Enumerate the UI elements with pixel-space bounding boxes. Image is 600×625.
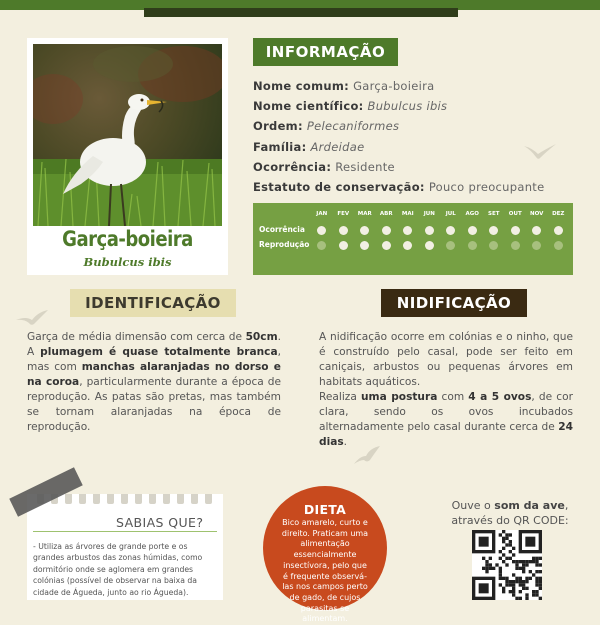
- text-run: Garça de média dimensão com cerca de: [27, 331, 246, 343]
- qr-module: [499, 583, 502, 586]
- text-run: , mas com: [27, 346, 281, 373]
- notepad-hole: [149, 494, 156, 504]
- info-value: Garça-boieira: [353, 79, 435, 93]
- qr-module: [515, 560, 518, 563]
- info-list: [253, 76, 583, 197]
- qr-module: [509, 533, 512, 536]
- qr-module: [519, 567, 522, 570]
- calendar-dot: [446, 226, 455, 235]
- qr-module: [522, 583, 525, 586]
- text-run: , de cor clara, sendo os ovos incubados alternadamente pelo casal durante cerca de: [319, 391, 573, 433]
- qr-module: [535, 557, 538, 560]
- qr-module: [515, 577, 518, 580]
- qr-module: [525, 577, 528, 580]
- qr-module: [535, 590, 538, 593]
- qr-module: [529, 560, 532, 563]
- qr-module: [502, 560, 505, 563]
- qr-module: [499, 570, 502, 573]
- species-photo-card: [27, 38, 228, 275]
- qr-module: [532, 560, 535, 563]
- calendar-dot: [446, 241, 455, 250]
- qr-module: [539, 583, 542, 586]
- qr-module: [522, 580, 525, 583]
- qr-code-graphic: [472, 530, 542, 600]
- qr-module: [509, 550, 512, 553]
- notepad-hole: [163, 494, 170, 504]
- calendar-month-mai: MAI: [401, 211, 414, 217]
- qr-module: [539, 577, 542, 580]
- qr-module: [519, 560, 522, 563]
- qr-module: [532, 593, 535, 596]
- calendar-month-nov: NOV: [530, 211, 544, 217]
- qr-module: [502, 547, 505, 550]
- nesting-paragraph-1: A nidificação ocorre em colónias e o ninho, que é construído pelo casal, pode ser feito em caniçais, arbustos ou pequenas árvores em habitats aquáticos.: [319, 331, 573, 388]
- info-label: Nome comum:: [253, 79, 350, 93]
- diet-circle: [263, 486, 387, 624]
- qr-module: [525, 580, 528, 583]
- qr-module: [505, 537, 508, 540]
- calendar-month-jan: JAN: [316, 211, 328, 217]
- qr-module: [502, 530, 505, 533]
- calendar-dot: [511, 226, 520, 235]
- qr-module: [502, 537, 505, 540]
- qr-module: [512, 580, 515, 583]
- calendar-month-dez: DEZ: [552, 211, 565, 217]
- qr-module: [535, 560, 538, 563]
- text-run: Realiza: [319, 391, 361, 403]
- calendar-dot: [403, 241, 412, 250]
- calendar-dot: [468, 241, 477, 250]
- text-run: , particularmente durante a época de reprodução. As patas são pretas, mas também se tornam alaranjadas na época de reprodução.: [27, 376, 282, 433]
- qr-module: [499, 573, 502, 576]
- calendar-dot: [554, 226, 563, 235]
- info-label: Nome científico:: [253, 99, 364, 114]
- calendar-month-mar: MAR: [357, 211, 372, 217]
- qr-module: [485, 560, 488, 563]
- qr-module: [509, 543, 512, 546]
- calendar-dot: [317, 226, 326, 235]
- info-label: Estatuto de conservação:: [253, 179, 425, 194]
- qr-module: [489, 567, 492, 570]
- qr-module: [512, 583, 515, 586]
- top-dark-band: [144, 8, 458, 17]
- qr-module: [512, 547, 515, 550]
- text-run-bold: uma postura: [361, 391, 438, 403]
- text-run-bold: manchas alaranjadas no dorso e na coroa: [27, 361, 281, 388]
- qr-module: [505, 557, 508, 560]
- qr-module: [535, 570, 538, 573]
- flying-bird-icon: [14, 308, 50, 330]
- info-row-scientific-name: [253, 96, 583, 116]
- notepad-hole: [79, 494, 86, 504]
- qr-module: [522, 560, 525, 563]
- qr-finder-module: [479, 537, 489, 547]
- qr-module: [502, 590, 505, 593]
- qr-finder-module: [479, 583, 489, 593]
- calendar-month-jun: JUN: [423, 211, 435, 217]
- info-label: Família:: [253, 139, 307, 154]
- notepad-hole: [205, 494, 212, 504]
- calendar-dot: [382, 226, 391, 235]
- calendar-dot: [317, 241, 326, 250]
- qr-module: [522, 570, 525, 573]
- diet-title: DIETA: [303, 502, 347, 517]
- qr-module: [532, 573, 535, 576]
- qr-module: [535, 583, 538, 586]
- qr-module: [519, 590, 522, 593]
- qr-module: [485, 567, 488, 570]
- calendar-dot: [532, 226, 541, 235]
- qr-module: [505, 577, 508, 580]
- info-label: Ocorrência:: [253, 159, 332, 174]
- qr-module: [525, 560, 528, 563]
- text-run: com: [437, 391, 469, 403]
- diet-text: Bico amarelo, curto e direito. Praticam uma alimentação essencialmente insectívora, pelo que é frequente observá-las nos campos perto de gado, de cujos parasitas se alimentam.: [281, 518, 369, 624]
- calendar-row-label-reproduction: Reprodução: [259, 240, 310, 249]
- did-you-know-note: [27, 494, 223, 600]
- qr-module: [539, 570, 542, 573]
- qr-module: [499, 550, 502, 553]
- qr-module: [512, 590, 515, 593]
- calendar-dot: [511, 241, 520, 250]
- calendar-row-label-occurrence: Ocorrência: [259, 225, 305, 234]
- text-run: ,: [564, 499, 569, 512]
- calendar-dot: [532, 241, 541, 250]
- calendar-dot: [403, 226, 412, 235]
- info-label: Ordem:: [253, 119, 303, 134]
- qr-module: [485, 570, 488, 573]
- notepad-hole: [65, 494, 72, 504]
- qr-module: [512, 573, 515, 576]
- qr-module: [505, 580, 508, 583]
- text-run-bold: plumagem é quase totalmente branca: [40, 346, 278, 358]
- calendar-month-labels: [311, 211, 569, 221]
- notepad-hole: [177, 494, 184, 504]
- calendar-row-reproduction: [311, 241, 569, 251]
- text-run-bold: 50cm: [245, 331, 278, 343]
- text-run: através do QR CODE:: [451, 514, 569, 527]
- qr-module: [505, 543, 508, 546]
- species-scientific-name-title: Bubulcus ibis: [83, 255, 172, 269]
- calendar-dot: [489, 226, 498, 235]
- qr-module: [499, 557, 502, 560]
- notepad-holes: [37, 494, 217, 504]
- qr-module: [519, 583, 522, 586]
- qr-module: [499, 567, 502, 570]
- calendar-month-fev: FEV: [337, 211, 350, 217]
- qr-module: [512, 587, 515, 590]
- info-row-conservation-status: [253, 177, 583, 197]
- calendar-dot: [382, 241, 391, 250]
- info-heading: INFORMAÇÃO: [253, 38, 398, 66]
- qr-module: [502, 577, 505, 580]
- identification-heading: IDENTIFICAÇÃO: [70, 289, 236, 317]
- qr-module: [519, 580, 522, 583]
- info-value: Ardeidae: [310, 139, 365, 154]
- calendar-month-jul: JUL: [445, 211, 456, 217]
- info-row-order: [253, 116, 583, 136]
- text-run: . A: [27, 331, 281, 358]
- qr-module: [535, 577, 538, 580]
- qr-module: [509, 590, 512, 593]
- qr-module: [535, 563, 538, 566]
- calendar-dot: [360, 226, 369, 235]
- qr-module: [509, 557, 512, 560]
- qr-module: [525, 587, 528, 590]
- note-divider: [33, 531, 217, 532]
- identification-text: [27, 330, 281, 435]
- qr-module: [482, 557, 485, 560]
- qr-module: [482, 567, 485, 570]
- notepad-hole: [107, 494, 114, 504]
- qr-module: [532, 557, 535, 560]
- qr-caption: [435, 498, 585, 528]
- notepad-hole: [121, 494, 128, 504]
- qr-module: [509, 580, 512, 583]
- qr-module: [509, 583, 512, 586]
- qr-module: [502, 540, 505, 543]
- qr-module: [539, 563, 542, 566]
- did-you-know-title: SABIAS QUE?: [116, 515, 204, 530]
- calendar-month-ago: AGO: [465, 211, 479, 217]
- notepad-hole: [191, 494, 198, 504]
- qr-module: [499, 533, 502, 536]
- qr-module: [489, 563, 492, 566]
- phenology-calendar: [253, 203, 573, 275]
- qr-module: [535, 580, 538, 583]
- qr-module: [529, 577, 532, 580]
- nesting-heading: NIDIFICAÇÃO: [381, 289, 527, 317]
- qr-module: [515, 567, 518, 570]
- text-run: Ouve o: [451, 499, 495, 512]
- calendar-dot: [339, 226, 348, 235]
- calendar-dot: [489, 241, 498, 250]
- info-row-common-name: [253, 76, 583, 96]
- qr-module: [525, 563, 528, 566]
- text-run-bold: som da ave: [494, 499, 565, 512]
- info-value: Pouco preocupante: [428, 179, 545, 194]
- calendar-dot: [425, 241, 434, 250]
- qr-module: [512, 593, 515, 596]
- text-run-bold: 4 a 5 ovos: [468, 391, 532, 403]
- text-run-bold: 24 dias: [319, 421, 573, 448]
- qr-module: [539, 557, 542, 560]
- species-common-name-title: Garça-boieira: [62, 227, 193, 251]
- qr-module: [522, 567, 525, 570]
- qr-module: [489, 557, 492, 560]
- calendar-month-abr: ABR: [379, 211, 393, 217]
- qr-finder-module: [525, 537, 535, 547]
- notepad-hole: [135, 494, 142, 504]
- qr-module: [529, 570, 532, 573]
- qr-module: [495, 563, 498, 566]
- calendar-dot: [339, 241, 348, 250]
- qr-module: [509, 540, 512, 543]
- qr-module: [525, 593, 528, 596]
- qr-module: [535, 593, 538, 596]
- qr-module: [522, 563, 525, 566]
- qr-module: [539, 580, 542, 583]
- qr-module: [492, 567, 495, 570]
- qr-module: [515, 563, 518, 566]
- calendar-row-occurrence: [311, 226, 569, 236]
- nesting-text: [319, 330, 573, 450]
- qr-module: [502, 553, 505, 556]
- calendar-dot: [425, 226, 434, 235]
- qr-module: [522, 587, 525, 590]
- qr-module: [502, 587, 505, 590]
- egret-photo: [33, 44, 222, 226]
- did-you-know-text: - Utiliza as árvores de grande porte e os grandes arbustos das zonas húmidas, como dormitório onde se aglomera em grandes colónias (possível de observar na baixa da cidade de Águeda, junto ao rio Águeda).: [33, 542, 203, 597]
- info-value: Bubulcus ibis: [367, 99, 448, 114]
- info-value: Residente: [335, 159, 395, 174]
- calendar-month-out: OUT: [508, 211, 522, 217]
- info-value: Pelecaniformes: [306, 119, 400, 134]
- flying-bird-icon: [522, 140, 558, 164]
- nesting-paragraph-2: [319, 390, 573, 450]
- text-run: .: [343, 436, 348, 448]
- qr-module: [519, 577, 522, 580]
- qr-module: [485, 563, 488, 566]
- qr-module: [515, 580, 518, 583]
- qr-code[interactable]: [472, 530, 542, 600]
- qr-module: [539, 587, 542, 590]
- calendar-dot: [554, 241, 563, 250]
- notepad-hole: [93, 494, 100, 504]
- qr-module: [512, 560, 515, 563]
- qr-module: [532, 590, 535, 593]
- qr-module: [505, 563, 508, 566]
- egret-photo-illustration: [33, 44, 222, 226]
- qr-module: [512, 553, 515, 556]
- qr-module: [499, 577, 502, 580]
- qr-module: [505, 533, 508, 536]
- calendar-month-set: SET: [488, 211, 500, 217]
- qr-module: [505, 583, 508, 586]
- calendar-dot: [360, 241, 369, 250]
- calendar-dot: [468, 226, 477, 235]
